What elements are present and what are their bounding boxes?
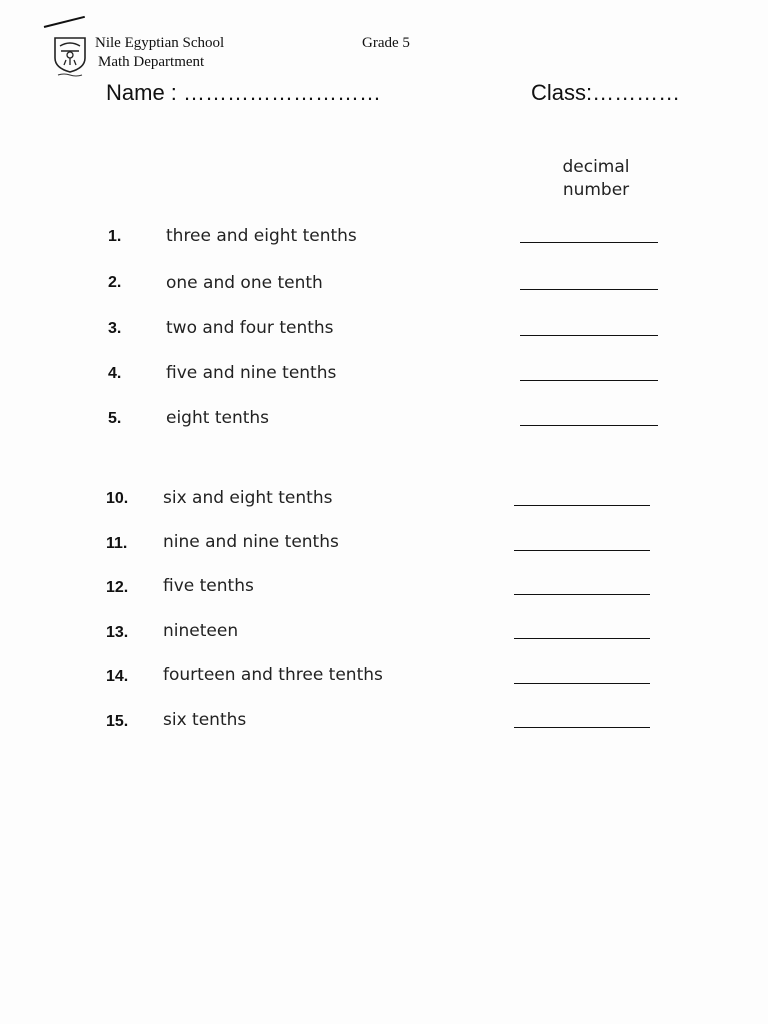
question-text: eight tenths <box>166 408 270 428</box>
question-text: six and eight tenths <box>163 488 333 508</box>
question-number: 4. <box>108 365 122 382</box>
question-number: 13. <box>106 624 129 641</box>
answer-blank[interactable] <box>514 683 650 684</box>
answer-blank[interactable] <box>520 425 658 426</box>
question-text: three and eight tenths <box>166 226 357 246</box>
grade-label: Grade 5 <box>362 35 410 51</box>
column-header-line-1: decimal <box>562 157 630 177</box>
column-header-line-2: number <box>562 180 630 200</box>
answer-column-header <box>540 156 652 202</box>
answer-blank[interactable] <box>520 335 658 336</box>
question-number: 10. <box>106 490 129 507</box>
question-text: five and nine tenths <box>166 363 337 383</box>
question-text: nine and nine tenths <box>163 532 339 552</box>
class-field[interactable]: Class:………… <box>531 80 681 105</box>
question-number: 1. <box>108 228 122 245</box>
question-text: fourteen and three tenths <box>163 665 383 685</box>
answer-blank[interactable] <box>520 380 658 381</box>
question-number: 11. <box>106 535 128 552</box>
question-text: nineteen <box>163 621 239 641</box>
question-text: one and one tenth <box>166 273 323 293</box>
answer-blank[interactable] <box>514 727 650 728</box>
question-number: 5. <box>108 410 122 427</box>
question-text: two and four tenths <box>166 318 334 338</box>
question-number: 12. <box>106 579 129 596</box>
school-crest-icon <box>52 34 88 78</box>
answer-blank[interactable] <box>520 242 658 243</box>
department-name: Math Department <box>98 54 205 70</box>
answer-blank[interactable] <box>514 594 650 595</box>
name-field[interactable]: Name : ……………………… <box>106 80 382 105</box>
school-name: Nile Egyptian School <box>95 35 225 51</box>
question-number: 2. <box>108 274 122 291</box>
answer-blank[interactable] <box>514 550 650 551</box>
pen-stroke-mark <box>44 16 85 28</box>
question-text: five tenths <box>163 576 254 596</box>
question-number: 3. <box>108 320 122 337</box>
answer-blank[interactable] <box>520 289 658 290</box>
question-number: 15. <box>106 713 129 730</box>
question-number: 14. <box>106 668 129 685</box>
question-text: six tenths <box>163 710 247 730</box>
answer-blank[interactable] <box>514 505 650 506</box>
answer-blank[interactable] <box>514 638 650 639</box>
